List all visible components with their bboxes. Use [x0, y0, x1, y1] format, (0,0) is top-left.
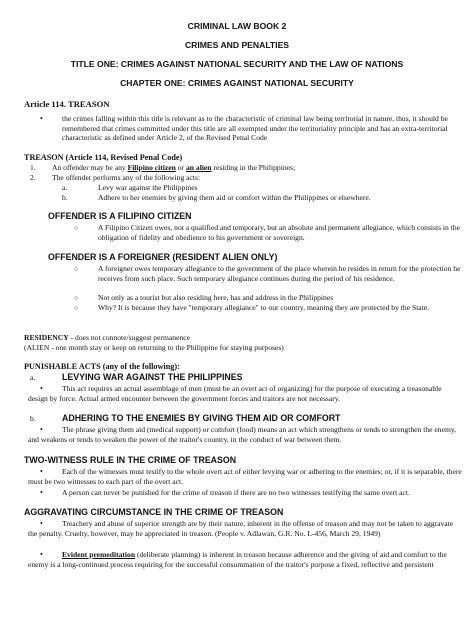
residency-label: RESIDENCY	[24, 333, 69, 342]
aggravating-item: Evident premeditation (deliberate planning) is inherent in treason because adherence and the giving of aid and comfort to the enemy is a long-continued process requiring for the successful consummation of the traitor's purpose a fixed, reflective and persistent	[28, 550, 447, 569]
circle-bullet-icon: ○	[74, 304, 79, 312]
circle-bullet-icon: ○	[74, 265, 79, 273]
sub-label: b.	[62, 193, 68, 202]
filipino-text: A Filipino Citizen owes, not a qualified and temporary, but an absolute and permanent allegiance, which consists in the obligation of fidelity and obedience to his government or sovereign.	[98, 223, 461, 242]
filipino-citizen-term: Filipino citizen	[127, 163, 176, 172]
punishable-heading: PUNISHABLE ACTS (any of the following):	[24, 362, 180, 371]
offender-item: An offender may be any Filipino citizen or an alien residing in the Philippines;	[52, 163, 296, 172]
bullet-icon: •	[40, 467, 43, 476]
sub-label: a.	[30, 373, 36, 382]
sub-label: b.	[30, 414, 36, 423]
alien-term: an alien	[186, 163, 212, 172]
bullet-icon: •	[40, 425, 43, 434]
adhere-item: Adhere to her enemies by giving them aid or comfort within the Philippines or elsewhere.	[98, 193, 371, 202]
filipino-heading: OFFENDER IS A FILIPINO CITIZEN	[48, 211, 192, 221]
foreigner-item: Not only as a tourist but also residing here, has and address in the Philippines	[98, 293, 334, 302]
bullet-icon: •	[40, 550, 43, 559]
adhering-text: The phrase giving them aid (medical support) or comfort (food) means an act which strengthens or tends to strengthen the enemy, and weakens or tends to weaken the power of the traitor's country, in the conduct of war between them.	[28, 425, 457, 444]
chapter-heading: CHAPTER ONE: CRIMES AGAINST NATIONAL SECURITY	[120, 78, 354, 88]
two-witness-item: A person can never be punished for the crime of treason if there are no two witnesses testifying the same overt act.	[62, 488, 410, 497]
bullet-icon: •	[40, 519, 43, 528]
residency-line: RESIDENCY - does not connote/suggest permanence	[24, 333, 190, 342]
bullet-icon: •	[40, 384, 43, 393]
foreigner-item: Why? It is because they have "temporary allegiance" to our country, meaning they are protected by the State.	[98, 303, 430, 312]
levying-war-text: This act requires an actual assemblage of men (must be an overt act of organizing) for the purpose of executing a treasonable design by force. Actual armed encounter between the government forces and traitors are not necessary.	[28, 384, 442, 403]
aggravating-heading: AGGRAVATING CIRCUMSTANCE IN THE CRIME OF TREASON	[24, 507, 284, 517]
circle-bullet-icon: ○	[74, 294, 79, 302]
sub-label: a.	[62, 183, 68, 192]
intro-paragraph: the crimes falling within this title is relevant as to the characteristic of criminal law being territorial in nature, thus, it should be remembered that crimes committed under this title are all exempted under the territoriality principle and has an extra-territorial characteristic as defined under Article 2, of the Revised Penal Code	[62, 114, 448, 143]
sub-heading: CRIMES AND PENALTIES	[184, 40, 290, 50]
list-number: 2.	[30, 173, 36, 182]
levying-war-heading: LEVYING WAR AGAINST THE PHILIPPINES	[62, 372, 243, 382]
bullet-icon: •	[40, 488, 43, 497]
levy-war-item: Levy war against the Philippines	[98, 183, 198, 192]
circle-bullet-icon: ○	[74, 224, 79, 232]
bullet-icon: •	[40, 114, 43, 123]
list-number: 1.	[30, 163, 36, 172]
evident-premeditation-term: Evident premeditation	[62, 550, 136, 559]
foreigner-heading: OFFENDER IS A FOREIGNER (RESIDENT ALIEN ONLY)	[48, 252, 278, 262]
two-witness-heading: TWO-WITNESS RULE IN THE CRIME OF TREASON	[24, 455, 237, 465]
aggravating-item: Treachery and abuse of superior strength are by their nature, inherent in the offense of treason and may not be taken to aggravate the penalty. Cruelty, however, may be appreciated in treason. (People v. Adlawan, G.R. No. L-456, March 29, 1949)	[28, 519, 454, 538]
alien-note: (ALIEN - one month stay or keep on returning to the Philippine for staying purposes)	[24, 343, 284, 352]
treason-heading: TREASON (Article 114, Revised Penal Code)	[24, 153, 183, 162]
acts-item: The offender performs any of the following acts:	[52, 173, 201, 182]
title-heading: TITLE ONE: CRIMES AGAINST NATIONAL SECURITY AND THE LAW OF NATIONS	[70, 59, 404, 69]
foreigner-item: A foreigner owes temporary allegiance to the government of the place wherein he resides in return for the protection he receives from such place. Such temporary allegiance continues during the period of his residence.	[98, 264, 461, 283]
two-witness-item: Each of the witnesses must testify to the whole overt act of either levying war or adhering to the enemies; or, if it is separable, there must be two witnesses to each part of the overt act.	[28, 467, 462, 486]
article-heading: Article 114. TREASON	[24, 99, 110, 109]
adhering-heading: ADHERING TO THE ENEMIES BY GIVING THEM AID OR COMFORT	[62, 413, 341, 423]
book-heading: CRIMINAL LAW BOOK 2	[187, 21, 287, 31]
